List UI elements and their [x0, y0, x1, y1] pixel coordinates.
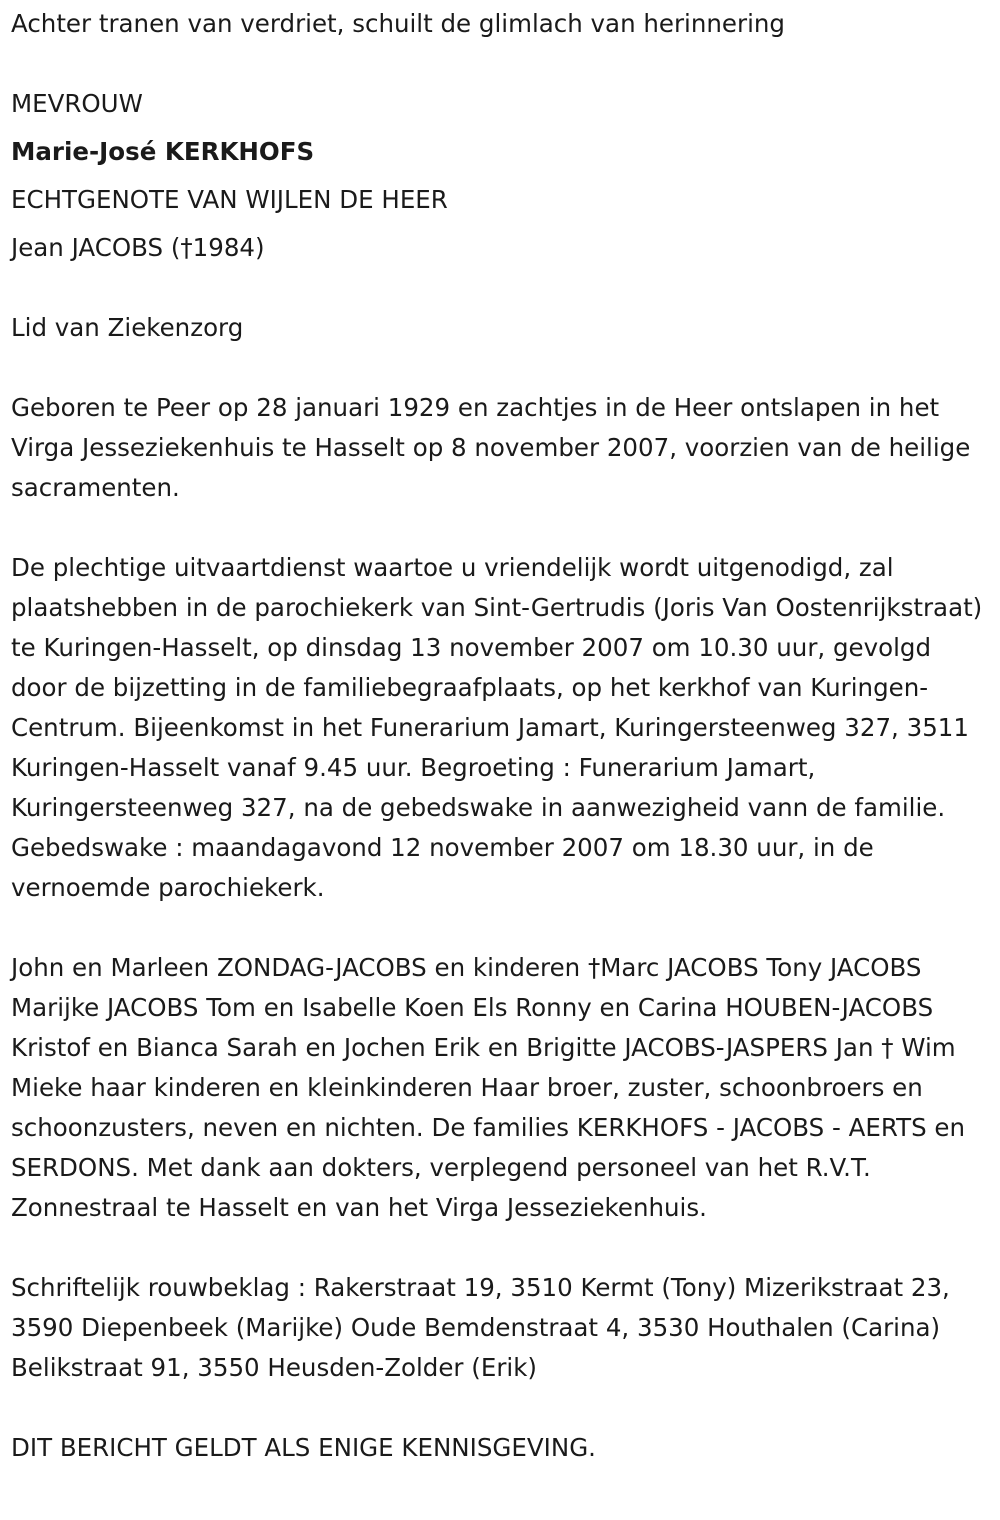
- birth-death-paragraph: Geboren te Peer op 28 januari 1929 en zachtjes in de Heer ontslapen in het Virga Jesseziekenhuis te Hasselt op 8 november 2007, voorzien van de heilige sacramenten.: [11, 393, 971, 502]
- motto: Achter tranen van verdriet, schuilt de glimlach van herinnering: [11, 9, 785, 38]
- title-prefix: MEVROUW: [11, 89, 143, 118]
- condolences-paragraph: Schriftelijk rouwbeklag : Rakerstraat 19, 3510 Kermt (Tony) Mizerikstraat 23, 3590 Diepenbeek (Marijke) Oude Bemdenstraat 4, 3530 Houthalen (Carina) Belikstraat 91, 3550 Heusden-Zolder (Erik): [11, 1273, 950, 1382]
- closing-notice: DIT BERICHT GELDT ALS ENIGE KENNISGEVING.: [11, 1433, 596, 1462]
- deceased-name: Marie-José KERKHOFS: [11, 137, 315, 166]
- spouse-name: Jean JACOBS (†1984): [11, 233, 265, 262]
- obituary-notice: [11, 4, 993, 1468]
- funeral-paragraph: De plechtige uitvaartdienst waartoe u vriendelijk wordt uitgenodigd, zal plaatshebben in de parochiekerk van Sint-Gertrudis (Joris Van Oostenrijkstraat) te Kuringen-Hasselt, op dinsdag 13 november 2007 om 10.30 uur, gevolgd door de bijzetting in de familiebegraafplaats, op het kerkhof van Kuringen-Centrum. Bijeenkomst in het Funerarium Jamart, Kuringersteenweg 327, 3511 Kuringen-Hasselt vanaf 9.45 uur. Begroeting : Funerarium Jamart, Kuringersteenweg 327, na de gebedswake in aanwezigheid vann de familie. Gebedswake : maandagavond 12 november 2007 om 18.30 uur, in de vernoemde parochiekerk.: [11, 553, 983, 902]
- membership: Lid van Ziekenzorg: [11, 313, 244, 342]
- spouse-label: ECHTGENOTE VAN WIJLEN DE HEER: [11, 185, 448, 214]
- family-paragraph: John en Marleen ZONDAG-JACOBS en kinderen †Marc JACOBS Tony JACOBS Marijke JACOBS Tom en Isabelle Koen Els Ronny en Carina HOUBEN-JACOBS Kristof en Bianca Sarah en Jochen Erik en Brigitte JACOBS-JASPERS Jan † Wim Mieke haar kinderen en kleinkinderen Haar broer, zuster, schoonbroers en schoonzusters, neven en nichten. De families KERKHOFS - JACOBS - AERTS en SERDONS. Met dank aan dokters, verplegend personeel van het R.V.T. Zonnestraal te Hasselt en van het Virga Jesseziekenhuis.: [11, 953, 966, 1222]
